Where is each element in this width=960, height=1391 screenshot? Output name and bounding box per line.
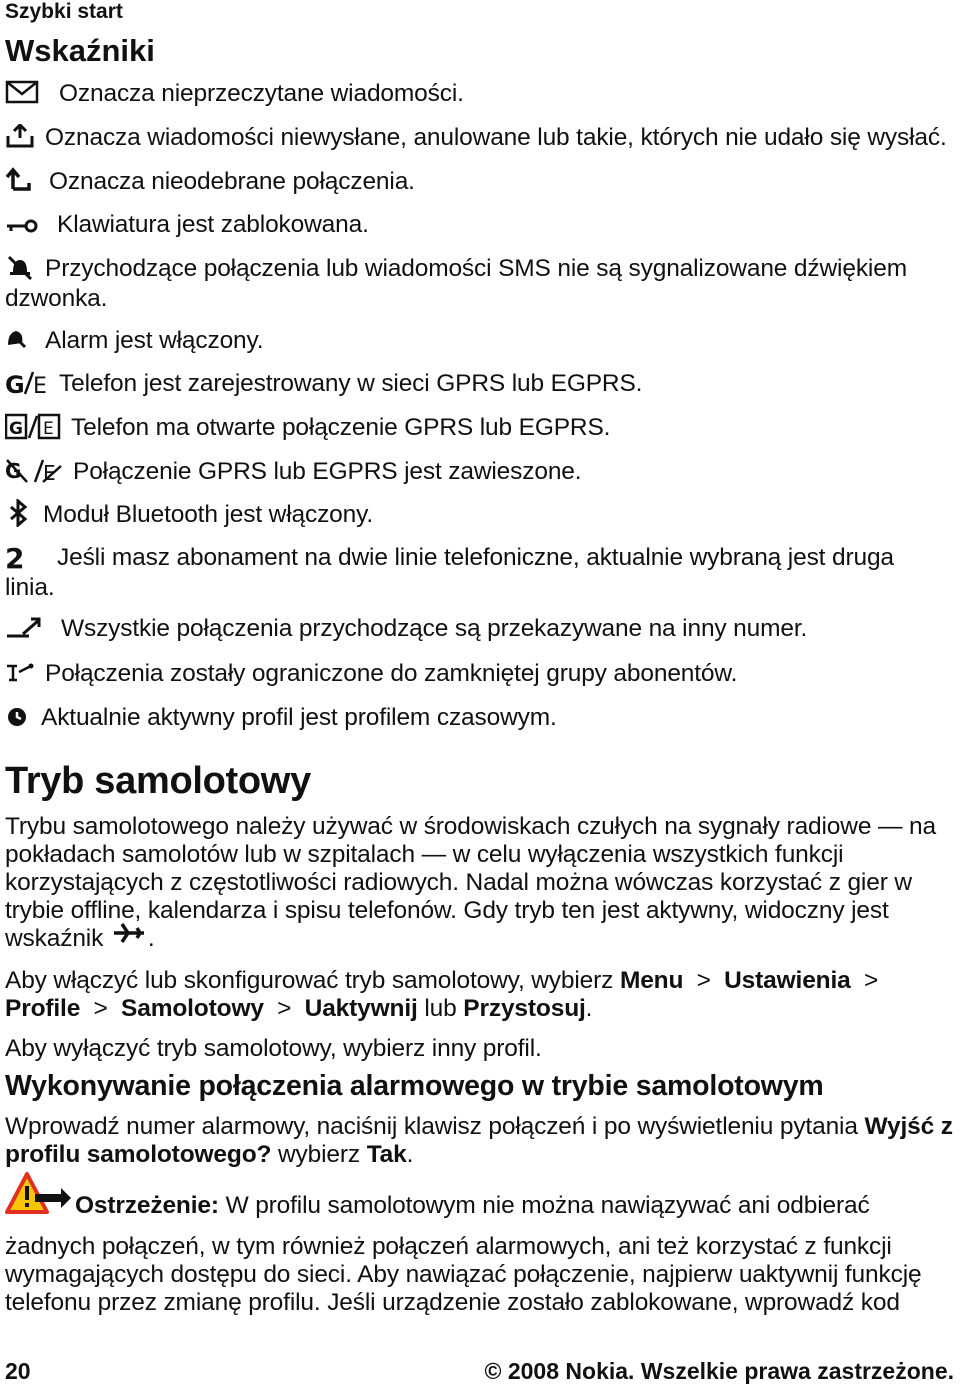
indicator-text: Przychodzące połączenia lub wiadomości SMS nie są sygnalizowane dźwiękiem dzwonka. — [5, 255, 907, 312]
indicator-item — [5, 326, 950, 356]
profile-link[interactable]: Profile — [5, 995, 81, 1022]
outbox-icon — [5, 124, 35, 148]
flight-mode-heading: Tryb samolotowy — [5, 760, 311, 802]
flight-mode-text-end: . — [147, 925, 155, 952]
svg-text:G: G — [5, 370, 25, 396]
path-separator: > — [93, 995, 108, 1022]
indicator-item — [5, 500, 950, 530]
flight-mode-text: Trybu samolotowego należy używać w środowiskach czułych na sygnały radiowe — na pokładach samolotów lub w szpitalach — w celu wyłączenia wszystkich funkcji korzystających z częstotliwości radiowych. Nadal można wówczas korzystać z gier w trybie offline, kalendarza i spisu telefonów. Gdy tryb ten jest aktywny, widoczny jest wskaźnik — [5, 813, 936, 952]
settings-link[interactable]: Ustawienia — [724, 967, 851, 994]
warning-text: W profilu samolotowym nie można nawiązywać ani odbierać żadnych połączeń, w tym również połączeń alarmowych, ani też korzystać z funkcji wymagających dostępu do sieci. Aby nawiązać połączenie, najpierw uaktywnij funkcję telefonu przez zmianę profilu. Jeśli urządzenie zostało zablokowane, wprowadź kod — [5, 1191, 922, 1316]
closed-group-icon — [5, 660, 35, 684]
line-two-icon — [5, 542, 39, 570]
svg-text:G: G — [9, 418, 23, 439]
flight-mode-paragraph — [5, 813, 955, 954]
activate-link[interactable]: Uaktywnij — [304, 995, 418, 1022]
instruction-text: Aby włączyć lub skonfigurować tryb samolotowy, wybierz — [5, 967, 614, 994]
gprs-registered-icon — [5, 368, 49, 396]
path-separator: > — [863, 967, 879, 994]
missed-call-icon — [5, 167, 35, 193]
indicator-text: Oznacza nieodebrane połączenia. — [49, 168, 415, 195]
emergency-heading: Wykonywanie połączenia alarmowego w trybie samolotowym — [5, 1070, 824, 1102]
indicator-item — [5, 659, 950, 689]
page-number: 20 — [5, 1358, 31, 1384]
indicator-item — [5, 543, 950, 603]
svg-text:E: E — [43, 460, 56, 484]
svg-text:E: E — [33, 373, 47, 396]
airplane-icon — [112, 922, 146, 951]
warning-icon — [5, 1172, 73, 1225]
indicator-item — [5, 79, 950, 109]
timed-profile-icon — [5, 703, 31, 729]
flight-mode-off-paragraph: Aby wyłączyć tryb samolotowy, wybierz inny profil. — [5, 1035, 542, 1062]
silent-icon — [5, 254, 35, 280]
flight-mode-instructions — [5, 967, 955, 1023]
emergency-select-text: wybierz — [278, 1141, 361, 1168]
call-divert-icon — [5, 614, 43, 640]
svg-text:G: G — [5, 458, 22, 483]
gprs-suspended-icon — [5, 456, 63, 484]
indicator-text: Połączenie GPRS lub EGPRS jest zawieszone. — [73, 458, 582, 485]
instruction-end: . — [585, 995, 593, 1022]
exit-flight-question: Wyjść z profilu samolotowego? — [5, 1113, 953, 1168]
menu-link[interactable]: Menu — [619, 967, 684, 994]
indicator-item — [5, 254, 950, 314]
emergency-text: Wprowadź numer alarmowy, naciśnij klawisz połączeń i po wyświetleniu pytania — [5, 1113, 858, 1140]
yes-link[interactable]: Tak — [366, 1141, 407, 1168]
emergency-paragraph — [5, 1113, 955, 1169]
section-label: Szybki start — [5, 0, 123, 23]
indicator-text: Połączenia zostały ograniczone do zamkniętej grupy abonentów. — [45, 660, 738, 687]
indicator-text: Wszystkie połączenia przychodzące są przekazywane na inny numer. — [61, 615, 808, 642]
indicator-item — [5, 210, 950, 240]
copyright: © 2008 Nokia. Wszelkie prawa zastrzeżone. — [484, 1358, 954, 1384]
indicator-text: Aktualnie aktywny profil jest profilem czasowym. — [41, 704, 557, 731]
indicator-item — [5, 123, 950, 153]
indicator-text: Oznacza wiadomości niewysłane, anulowane lub takie, których nie udało się wysłać. — [45, 124, 947, 151]
indicator-item — [5, 457, 950, 487]
path-separator: > — [696, 967, 711, 994]
or-text: lub — [424, 995, 457, 1022]
customize-link[interactable]: Przystosuj — [463, 995, 586, 1022]
bluetooth-icon — [5, 499, 33, 527]
indicator-item — [5, 369, 950, 399]
svg-text:2: 2 — [5, 541, 25, 570]
alarm-icon — [5, 327, 27, 351]
indicator-text: Jeśli masz abonament na dwie linie telefoniczne, aktualnie wybraną jest druga linia. — [5, 544, 894, 601]
indicator-text: Klawiatura jest zablokowana. — [57, 211, 369, 238]
indicator-item — [5, 703, 950, 733]
indicator-text: Moduł Bluetooth jest włączony. — [43, 501, 374, 528]
indicator-text: Telefon ma otwarte połączenie GPRS lub EGPRS. — [71, 414, 611, 441]
indicator-text: Telefon jest zarejestrowany w sieci GPRS lub EGPRS. — [59, 370, 643, 397]
key-lock-icon — [5, 212, 39, 234]
envelope-icon — [5, 80, 39, 104]
indicator-item — [5, 614, 950, 644]
indicator-text: Oznacza nieprzeczytane wiadomości. — [59, 80, 464, 107]
indicator-item — [5, 167, 950, 197]
indicator-item — [5, 413, 950, 443]
page-title: Wskaźniki — [5, 33, 155, 68]
svg-text:E: E — [43, 418, 54, 439]
indicator-text: Alarm jest włączony. — [45, 327, 264, 354]
flight-profile-link[interactable]: Samolotowy — [121, 995, 264, 1022]
warning-paragraph — [5, 1180, 955, 1317]
emergency-text-end: . — [406, 1141, 414, 1168]
gprs-open-icon — [5, 412, 61, 440]
warning-label: Ostrzeżenie: — [75, 1191, 219, 1219]
path-separator: > — [277, 995, 292, 1022]
